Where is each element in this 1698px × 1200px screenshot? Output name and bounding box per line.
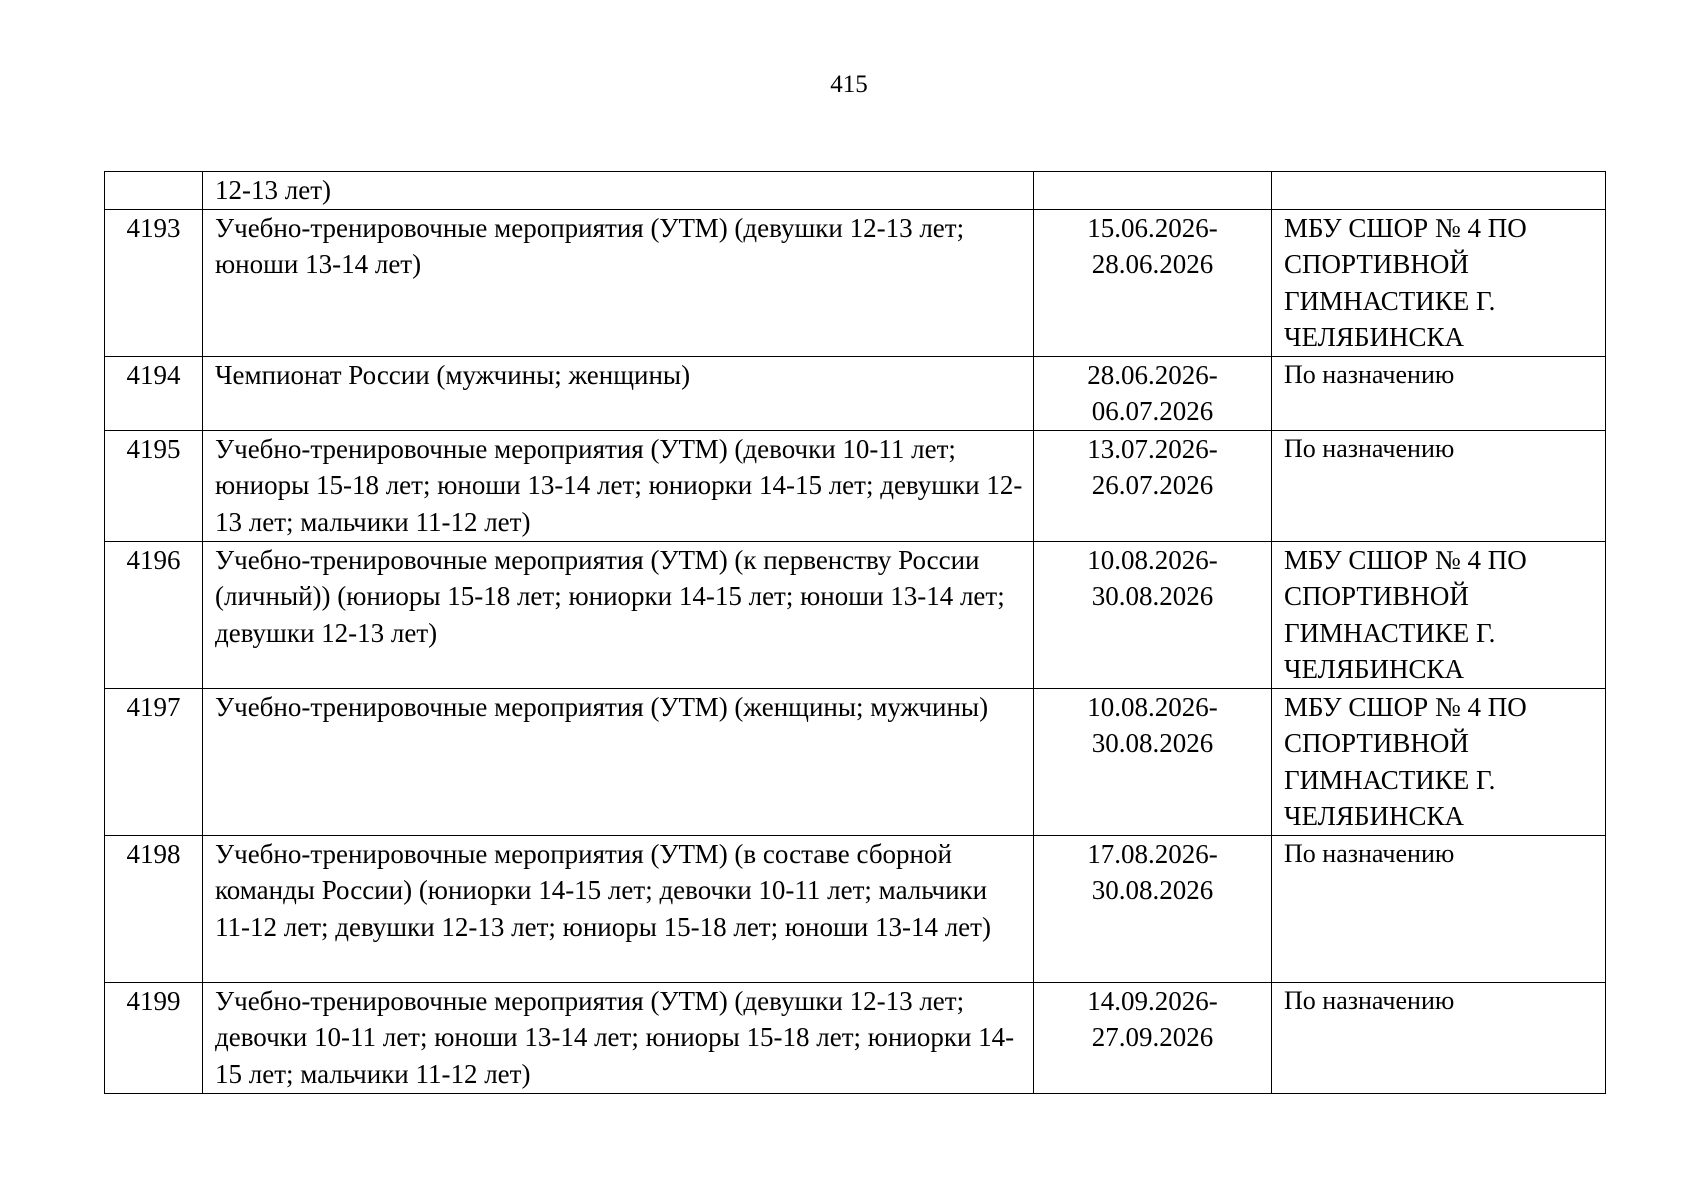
event-place: МБУ СШОР № 4 ПО СПОРТИВНОЙ ГИМНАСТИКЕ Г. ЧЕЛЯБИНСКА bbox=[1272, 688, 1606, 835]
event-place: МБУ СШОР № 4 ПО СПОРТИВНОЙ ГИМНАСТИКЕ Г. ЧЕЛЯБИНСКА bbox=[1272, 541, 1606, 688]
table-row bbox=[105, 982, 1606, 1093]
event-name: Учебно-тренировочные мероприятия (УТМ) (девушки 12-13 лет; юноши 13-14 лет) bbox=[203, 209, 1034, 356]
event-place: По назначению bbox=[1272, 982, 1606, 1093]
event-dates bbox=[1034, 209, 1272, 356]
date-end: 30.08.2026 bbox=[1091, 875, 1214, 905]
row-number: 4198 bbox=[105, 835, 203, 982]
date-end: 28.06.2026 bbox=[1091, 249, 1214, 279]
table-row bbox=[105, 688, 1606, 835]
event-place: По назначению bbox=[1272, 430, 1606, 541]
table-row bbox=[105, 430, 1606, 541]
event-place: По назначению bbox=[1272, 835, 1606, 982]
event-place bbox=[1272, 172, 1606, 210]
event-dates bbox=[1034, 172, 1272, 210]
event-dates bbox=[1034, 688, 1272, 835]
row-number: 4195 bbox=[105, 430, 203, 541]
event-dates bbox=[1034, 541, 1272, 688]
table-row bbox=[105, 209, 1606, 356]
row-number: 4196 bbox=[105, 541, 203, 688]
row-number: 4197 bbox=[105, 688, 203, 835]
date-start: 13.07.2026- bbox=[1087, 433, 1218, 464]
events-table bbox=[104, 171, 1606, 1094]
date-end: 30.08.2026 bbox=[1091, 581, 1214, 611]
row-number: 4194 bbox=[105, 356, 203, 430]
event-dates bbox=[1034, 430, 1272, 541]
table-row bbox=[105, 172, 1606, 210]
page-number: 415 bbox=[830, 71, 868, 98]
event-dates bbox=[1034, 982, 1272, 1093]
event-dates bbox=[1034, 835, 1272, 982]
date-start: 28.06.2026- bbox=[1087, 359, 1218, 390]
row-number: 4199 bbox=[105, 982, 203, 1093]
event-name: Чемпионат России (мужчины; женщины) bbox=[203, 356, 1034, 430]
row-number bbox=[105, 172, 203, 210]
event-dates bbox=[1034, 356, 1272, 430]
event-place: МБУ СШОР № 4 ПО СПОРТИВНОЙ ГИМНАСТИКЕ Г. ЧЕЛЯБИНСКА bbox=[1272, 209, 1606, 356]
event-name: Учебно-тренировочные мероприятия (УТМ) (в составе сборной команды России) (юниорки 14-15 лет; девочки 10-11 лет; мальчики 11-12 лет; девушки 12-13 лет; юниоры 15-18 лет; юноши 13-14 лет) bbox=[203, 835, 1034, 982]
table-row bbox=[105, 835, 1606, 982]
event-name: Учебно-тренировочные мероприятия (УТМ) (девушки 12-13 лет; девочки 10-11 лет; юноши 13-14 лет; юниоры 15-18 лет; юниорки 14-15 лет; мальчики 11-12 лет) bbox=[203, 982, 1034, 1093]
date-end: 27.09.2026 bbox=[1091, 1022, 1214, 1052]
date-end: 30.08.2026 bbox=[1091, 728, 1214, 758]
date-start: 17.08.2026- bbox=[1087, 838, 1218, 869]
event-place: По назначению bbox=[1272, 356, 1606, 430]
date-start: 15.06.2026- bbox=[1087, 212, 1218, 243]
date-end: 06.07.2026 bbox=[1091, 396, 1214, 426]
event-name: 12-13 лет) bbox=[203, 172, 1034, 210]
table-row bbox=[105, 541, 1606, 688]
date-start: 10.08.2026- bbox=[1087, 544, 1218, 575]
event-name: Учебно-тренировочные мероприятия (УТМ) (к первенству России (личный)) (юниоры 15-18 лет; юниорки 14-15 лет; юноши 13-14 лет; девушки 12-13 лет) bbox=[203, 541, 1034, 688]
date-start: 14.09.2026- bbox=[1087, 985, 1218, 1016]
date-end: 26.07.2026 bbox=[1091, 470, 1214, 500]
table-row bbox=[105, 356, 1606, 430]
event-name: Учебно-тренировочные мероприятия (УТМ) (женщины; мужчины) bbox=[203, 688, 1034, 835]
row-number: 4193 bbox=[105, 209, 203, 356]
event-name: Учебно-тренировочные мероприятия (УТМ) (девочки 10-11 лет; юниоры 15-18 лет; юноши 13-14 лет; юниорки 14-15 лет; девушки 12-13 лет; мальчики 11-12 лет) bbox=[203, 430, 1034, 541]
date-start: 10.08.2026- bbox=[1087, 691, 1218, 722]
